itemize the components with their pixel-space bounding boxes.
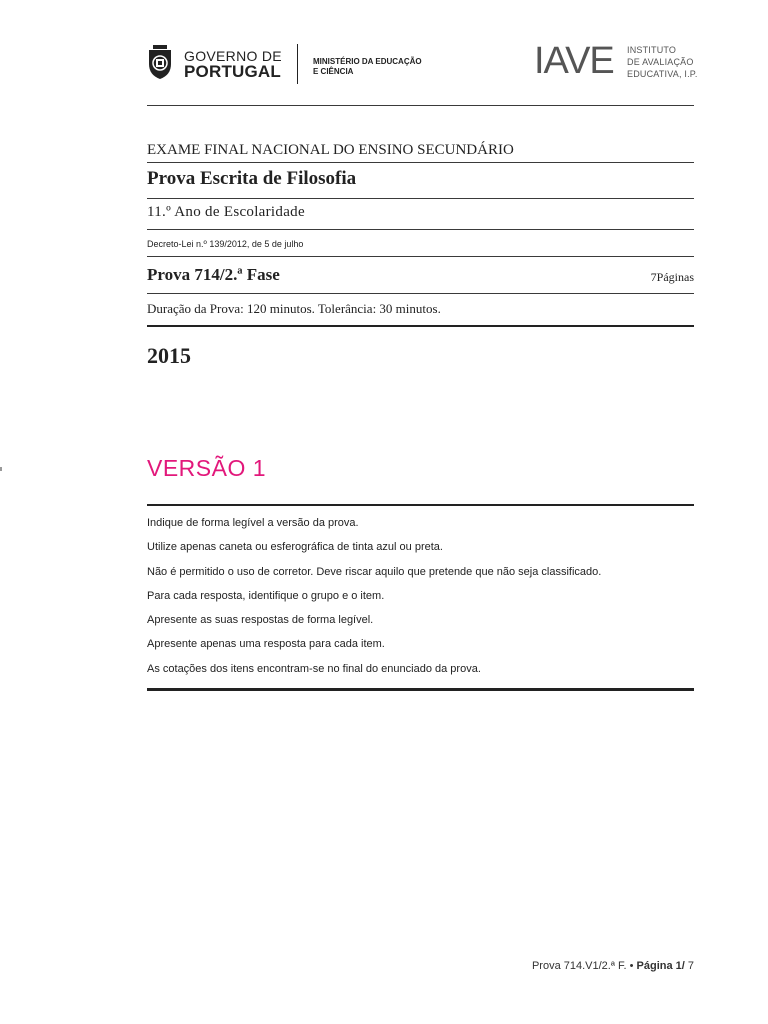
thick-rule	[147, 688, 694, 691]
instruction-item: Indique de forma legível a versão da prova.	[147, 517, 359, 529]
version-label: VERSÃO 1	[147, 455, 267, 481]
exam-duration: Duração da Prova: 120 minutos. Tolerância: 30 minutos.	[147, 301, 441, 316]
exam-year: 2015	[147, 343, 191, 368]
gov-logo-line1: GOVERNO DE	[184, 48, 282, 64]
footer-code: Prova 714.V1/2.ª F. •	[531, 960, 634, 972]
instruction-item: Apresente as suas respostas de forma legível.	[147, 614, 374, 627]
rule	[147, 198, 694, 199]
year-level: 11.º Ano de Escolaridade	[147, 204, 305, 220]
page-count: 7Páginas	[650, 270, 694, 284]
exam-code: Prova 714/2.ª Fase	[147, 265, 280, 284]
ministry-line1: MINISTÉRIO DA EDUCAÇÃO	[313, 57, 422, 66]
instruction-item: As cotações dos itens encontram-se no final do enunciado da prova.	[147, 662, 481, 675]
decree: Decreto-Lei n.º 139/2012, de 5 de julho	[147, 239, 304, 249]
instruction-item: Não é permitido o uso de corretor. Deve riscar aquilo que pretende que não seja classificado.	[147, 565, 602, 578]
footer-page-label: Página 1/	[636, 960, 685, 972]
rule	[147, 256, 694, 257]
iave-line2: DE AVALIAÇÃO	[627, 57, 694, 67]
iave-line1: INSTITUTO	[627, 45, 677, 55]
thick-rule	[147, 504, 694, 506]
logo-divider	[297, 44, 298, 84]
rule	[147, 229, 694, 230]
instructions-list	[147, 516, 601, 686]
instruction-item: Apresente apenas uma resposta para cada item.	[147, 638, 385, 651]
gov-logo-line2: PORTUGAL	[184, 62, 281, 81]
portugal-coat-of-arms-icon	[147, 44, 173, 80]
page-footer	[532, 960, 694, 972]
instruction-item: Para cada resposta, identifique o grupo e o item.	[147, 589, 385, 602]
iave-line3: EDUCATIVA, I.P.	[627, 69, 698, 79]
thick-rule	[147, 325, 694, 327]
header-rule	[147, 105, 694, 106]
rule	[147, 162, 694, 163]
rule	[147, 293, 694, 294]
instruction-item: Utilize apenas caneta ou esferográfica de tinta azul ou preta.	[147, 541, 443, 554]
footer-total: 7	[687, 960, 694, 972]
margin-mark	[0, 467, 2, 471]
exam-subject: Prova Escrita de Filosofia	[147, 168, 357, 189]
iave-logo: IAVE	[534, 40, 614, 82]
ministry-line2: E CIÊNCIA	[313, 67, 354, 76]
exam-type: EXAME FINAL NACIONAL DO ENSINO SECUNDÁRIO	[147, 142, 514, 158]
